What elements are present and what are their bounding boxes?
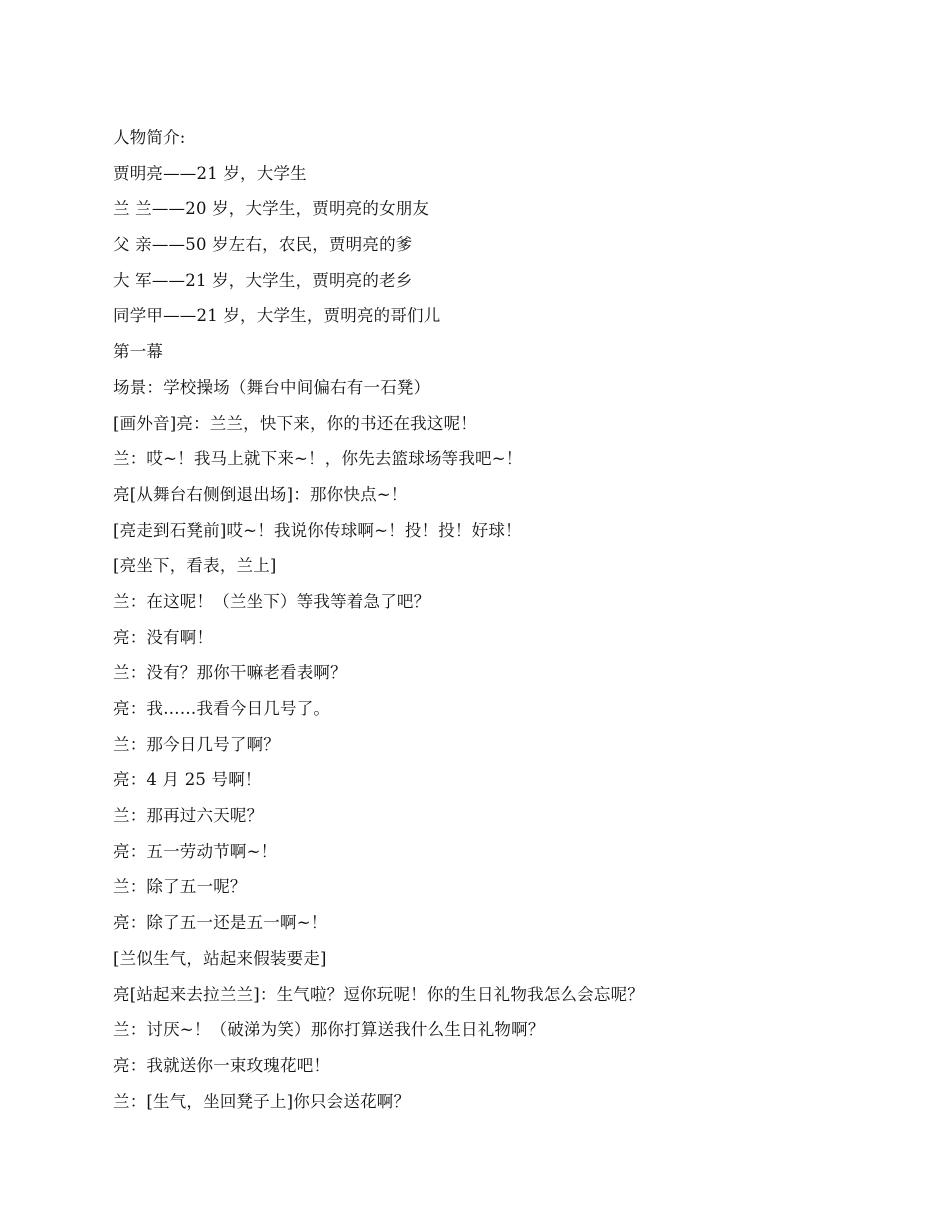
act-heading: 第一幕 — [113, 342, 164, 362]
character-line: 贾明亮——21 岁，大学生 — [113, 163, 307, 183]
dialogue-line: 兰：哎~！我马上就下来~！，你先去篮球场等我吧~！ — [113, 449, 523, 469]
scene-line: 场景：学校操场（舞台中间偏右有一石凳） — [113, 377, 431, 397]
dialogue-line: 兰：在这呢！（兰坐下）等我等着急了吧？ — [113, 591, 431, 611]
character-line: 父 亲——50 岁左右，农民，贾明亮的爹 — [113, 235, 413, 255]
dialogue-line: 亮：除了五一还是五一啊~！ — [113, 913, 328, 933]
dialogue-line: 兰：没有？那你干嘛老看表啊？ — [113, 663, 347, 683]
character-line: 兰 兰——20 岁，大学生，贾明亮的女朋友 — [113, 199, 430, 219]
dialogue-line: 亮[从舞台右侧倒退出场]：那你快点~！ — [113, 484, 408, 504]
heading-character-intro: 人物简介: — [113, 128, 186, 147]
dialogue-line: 兰：讨厌~！（破涕为笑）那你打算送我什么生日礼物啊？ — [113, 1020, 545, 1040]
dialogue-line: 兰：[生气，坐回凳子上]你只会送花啊？ — [113, 1091, 411, 1111]
dialogue-line: [亮走到石凳前]哎~！我说你传球啊~！投！投！好球！ — [113, 520, 522, 540]
dialogue-line: 兰：除了五一呢？ — [113, 877, 247, 897]
dialogue-line: 亮[站起来去拉兰兰]：生气啦？逗你玩呢！你的生日礼物我怎么会忘呢？ — [113, 984, 644, 1004]
stage-direction: [亮坐下，看表，兰上] — [113, 556, 277, 576]
dialogue-line: 亮：没有啊！ — [113, 627, 214, 647]
stage-direction: [兰似生气，站起来假装要走] — [113, 948, 327, 968]
dialogue-line: 亮：我就送你一束玫瑰花吧！ — [113, 1055, 331, 1075]
dialogue-line: 兰：那今日几号了啊？ — [113, 734, 280, 754]
dialogue-line: 兰：那再过六天呢？ — [113, 806, 264, 826]
dialogue-line: 亮：4 月 25 号啊！ — [113, 770, 262, 790]
character-line: 大 军——21 岁，大学生，贾明亮的老乡 — [113, 270, 413, 290]
character-line: 同学甲——21 岁，大学生，贾明亮的哥们儿 — [113, 306, 441, 326]
dialogue-line: 亮：五一劳动节啊~！ — [113, 841, 278, 861]
dialogue-line: [画外音]亮：兰兰，快下来，你的书还在我这呢！ — [113, 413, 477, 433]
dialogue-line: 亮：我……我看今日几号了。 — [113, 699, 331, 718]
script-text — [113, 124, 893, 1123]
